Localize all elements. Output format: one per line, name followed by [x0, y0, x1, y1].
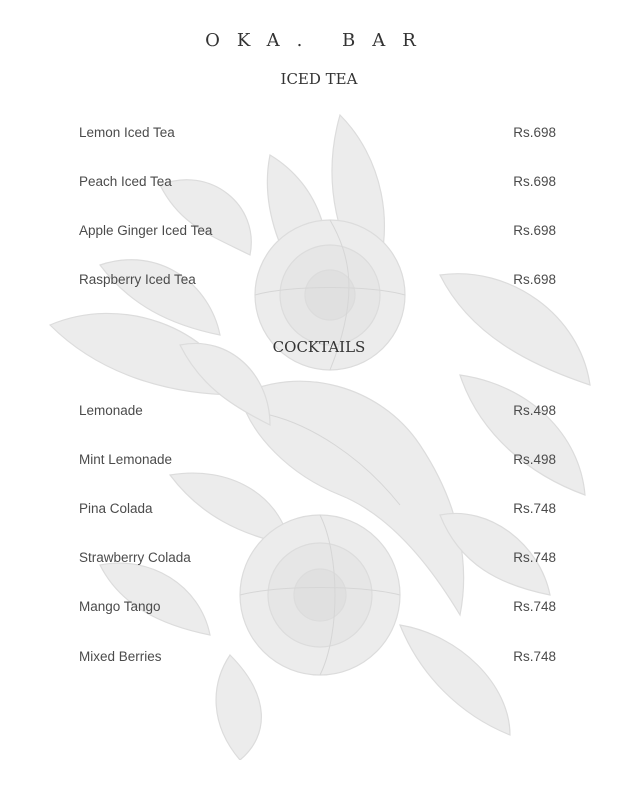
menu-item-price: Rs.748 — [513, 501, 556, 516]
menu-item-price: Rs.698 — [513, 223, 556, 238]
menu-item-price: Rs.698 — [513, 125, 556, 140]
menu-item-name: Raspberry Iced Tea — [79, 272, 196, 287]
menu-item — [79, 174, 556, 189]
menu-item-price: Rs.748 — [513, 599, 556, 614]
menu-item-price: Rs.698 — [513, 174, 556, 189]
section-title-iced-tea: ICED TEA — [280, 70, 358, 88]
menu-item — [79, 223, 556, 238]
section-title-cocktails: COCKTAILS — [272, 338, 366, 356]
menu-item — [79, 599, 556, 614]
menu-item — [79, 403, 556, 418]
menu-item-name: Mint Lemonade — [79, 452, 173, 467]
menu-item-name: Lemon Iced Tea — [79, 125, 175, 140]
menu-item — [79, 501, 556, 516]
menu-item — [79, 550, 556, 565]
menu-item-price: Rs.748 — [513, 550, 556, 565]
menu-item-name: Mixed Berries — [79, 649, 162, 664]
menu-item-price: Rs.498 — [513, 403, 556, 418]
menu-item — [79, 125, 556, 140]
menu-item-price: Rs.748 — [513, 649, 556, 664]
menu-item-name: Strawberry Colada — [79, 550, 191, 565]
brand-title: OKA. BAR — [205, 30, 433, 51]
menu-item-name: Lemonade — [79, 403, 143, 418]
menu-item — [79, 452, 556, 467]
menu-item-price: Rs.498 — [513, 452, 556, 467]
menu-item — [79, 649, 556, 664]
menu-item-name: Apple Ginger Iced Tea — [79, 223, 213, 238]
menu-item-name: Mango Tango — [79, 599, 161, 614]
menu-item-name: Pina Colada — [79, 501, 153, 516]
menu-item-name: Peach Iced Tea — [79, 174, 172, 189]
menu-item-price: Rs.698 — [513, 272, 556, 287]
menu-item — [79, 272, 556, 287]
